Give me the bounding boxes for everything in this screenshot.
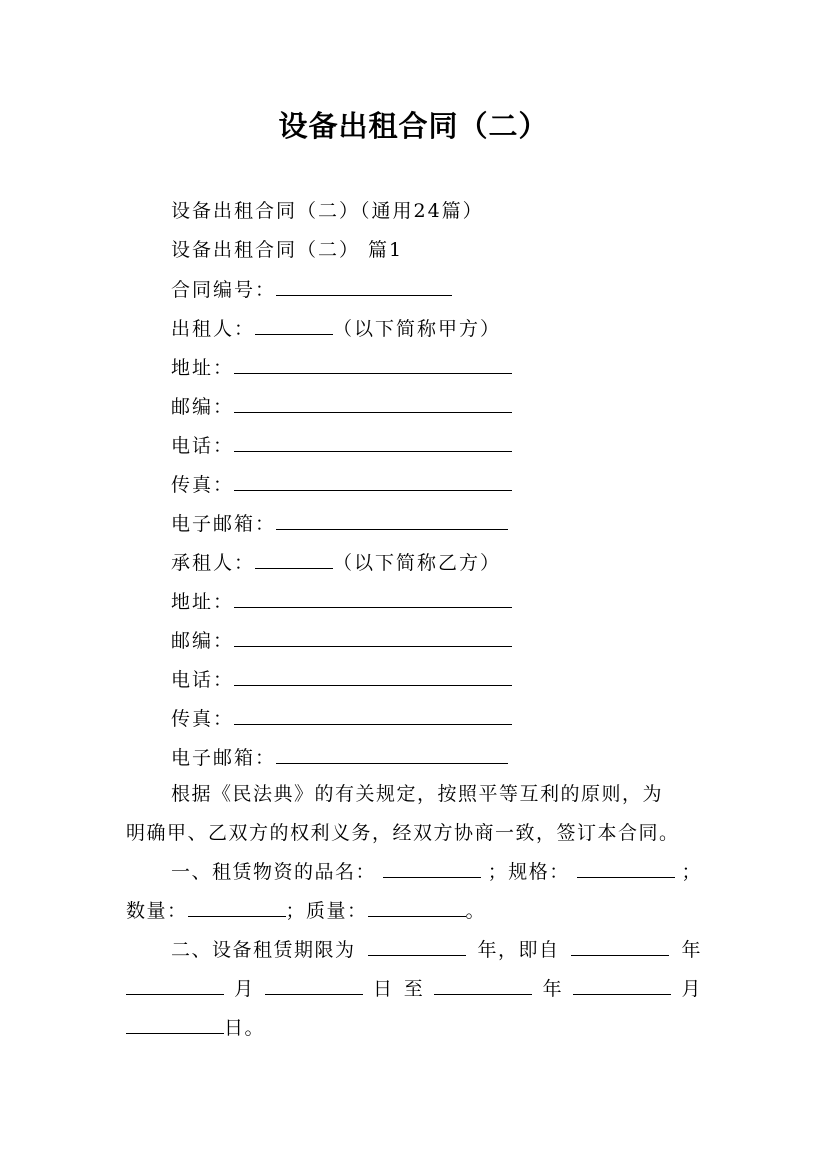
start-day-field[interactable] <box>265 977 363 995</box>
lessor-name-field[interactable] <box>255 315 333 335</box>
clause-2-end-label: 日。 <box>224 1017 266 1039</box>
lessor-postcode-line <box>171 393 512 419</box>
clause-2-term-label: 二、设备租赁期限为 <box>171 939 356 961</box>
fax-label: 传真： <box>171 708 235 730</box>
fax-label: 传真： <box>171 474 235 496</box>
start-year-field[interactable] <box>571 938 669 956</box>
clause-1-semicolon: ； <box>681 861 702 883</box>
start-month-field[interactable] <box>126 977 224 995</box>
clause-2-line-1 <box>126 931 702 970</box>
item-name-field[interactable] <box>383 860 481 878</box>
postcode-label: 邮编： <box>171 630 235 652</box>
email-label: 电子邮箱： <box>171 513 277 535</box>
lessee-address-line <box>171 588 512 614</box>
lessor-phone-line <box>171 432 512 458</box>
lessor-phone-field[interactable] <box>234 432 512 452</box>
clause-1-quality-label: ；质量： <box>285 900 368 922</box>
lessee-email-field[interactable] <box>276 744 508 764</box>
phone-label: 电话： <box>171 435 235 457</box>
clause-1 <box>126 853 702 931</box>
lessee-fax-line <box>171 705 512 731</box>
item-spec-field[interactable] <box>577 860 675 878</box>
lessor-suffix: （以下简称甲方） <box>333 318 502 340</box>
lessor-postcode-field[interactable] <box>234 393 512 413</box>
phone-label: 电话： <box>171 669 235 691</box>
clause-2-day-label: 日 <box>373 978 394 1000</box>
clause-1-period: 。 <box>465 900 487 922</box>
term-years-field[interactable] <box>368 938 466 956</box>
clause-2-from-label: 年，即自 <box>477 939 560 961</box>
end-month-field[interactable] <box>573 977 671 995</box>
lessee-address-field[interactable] <box>234 588 512 608</box>
lessee-fax-field[interactable] <box>234 705 512 725</box>
clause-2-end-year-label: 年 <box>542 978 564 1000</box>
item-quantity-field[interactable] <box>188 899 286 917</box>
lessee-line <box>171 549 501 575</box>
clause-1-line-2 <box>126 892 702 931</box>
clause-2 <box>126 931 702 1048</box>
intro-text-2: 明确甲、乙双方的权利义务，经双方协商一致，签订本合同。 <box>126 822 680 844</box>
lessor-address-field[interactable] <box>234 354 512 374</box>
contract-number-field[interactable] <box>276 276 452 296</box>
lessee-phone-line <box>171 666 512 692</box>
lessee-suffix: （以下简称乙方） <box>333 552 502 574</box>
lessor-fax-line <box>171 471 512 497</box>
contract-number-label: 合同编号： <box>171 279 277 301</box>
clause-2-line-3 <box>126 1009 702 1048</box>
section-heading: 设备出租合同（二） 篇1 <box>171 239 404 261</box>
intro-paragraph <box>126 775 702 853</box>
lessee-phone-field[interactable] <box>234 666 512 686</box>
clause-1-spec-label: ；规格： <box>487 861 570 883</box>
lessor-email-line <box>171 510 508 536</box>
end-day-field[interactable] <box>126 1016 224 1034</box>
lessor-address-line <box>171 354 512 380</box>
contract-number-line <box>171 276 452 302</box>
clause-2-to-label: 至 <box>403 978 425 1000</box>
postcode-label: 邮编： <box>171 396 235 418</box>
address-label: 地址： <box>171 591 235 613</box>
document-title: 设备出租合同（二） <box>278 109 549 143</box>
intro-line-2 <box>126 814 702 853</box>
clause-1-item-label: 一、租赁物资的品名： <box>171 861 377 883</box>
lessee-name-field[interactable] <box>255 549 333 569</box>
clause-2-month-label: 月 <box>234 978 255 1000</box>
intro-text-1: 根据《民法典》的有关规定，按照平等互利的原则，为 <box>171 783 664 805</box>
lessee-label: 承租人： <box>171 552 256 574</box>
lessee-email-line <box>171 744 508 770</box>
document-subtitle: 设备出租合同（二）（通用24篇） <box>171 200 484 222</box>
lessee-postcode-field[interactable] <box>234 627 512 647</box>
lessor-fax-field[interactable] <box>234 471 512 491</box>
lessor-line <box>171 315 501 341</box>
clause-1-line-1 <box>126 853 702 892</box>
clause-1-qty-label: 数量： <box>126 900 188 922</box>
intro-line-1 <box>126 775 702 814</box>
lessee-postcode-line <box>171 627 512 653</box>
address-label: 地址： <box>171 357 235 379</box>
end-year-field[interactable] <box>434 977 532 995</box>
clause-2-end-month-label: 月 <box>681 978 702 1000</box>
lessor-email-field[interactable] <box>276 510 508 530</box>
email-label: 电子邮箱： <box>171 747 277 769</box>
item-quality-field[interactable] <box>368 899 466 917</box>
clause-2-line-2 <box>126 970 702 1009</box>
lessor-label: 出租人： <box>171 318 256 340</box>
clause-2-year-label: 年 <box>681 939 702 961</box>
